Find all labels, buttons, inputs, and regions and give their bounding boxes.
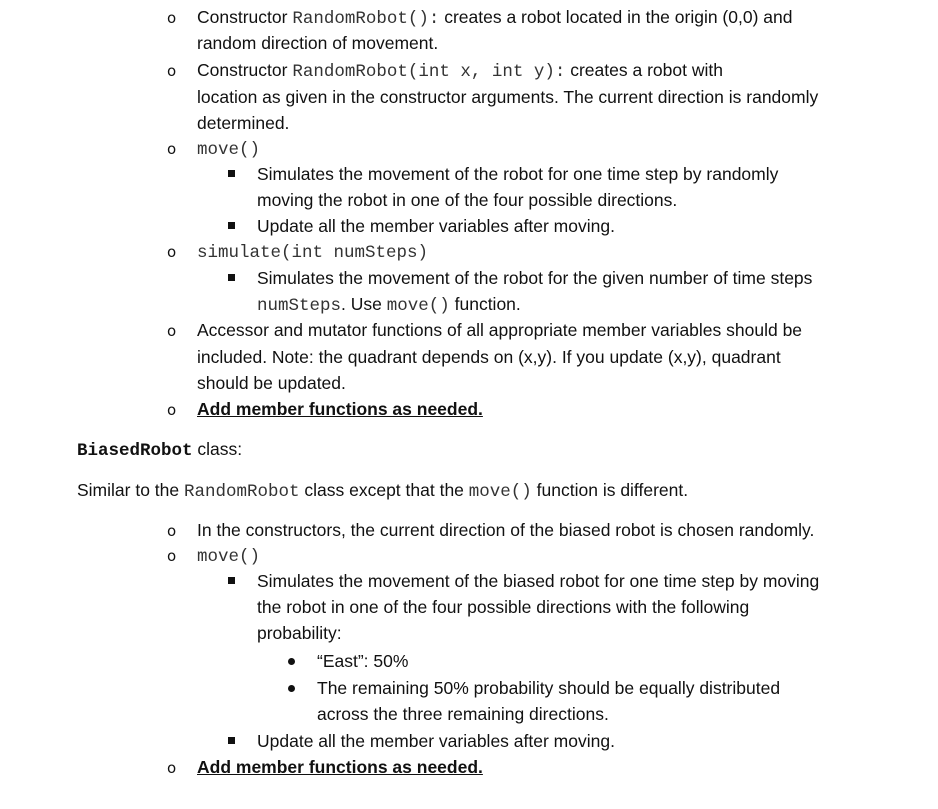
accessors-line-1: Accessor and mutator functions of all appropriate member variables should be [197,320,803,340]
ctor-default-line-2: random direction of movement. [197,33,439,53]
add-member-functions-1: Add member functions as needed. [197,399,483,419]
intro-end: function is different. [531,480,689,500]
square-bullet-icon [228,222,235,229]
accessors-line-2: included. Note: the quadrant depends on (x,y). If you update (x,y), quadrant [197,347,781,367]
simulate-sub-1-line-2 [257,291,521,319]
ctor-default-text: creates a robot located in the origin (0,0) and [439,7,793,27]
hollow-bullet-icon: o [167,759,177,777]
move-code: move() [197,140,261,160]
ctor-default-code: RandomRobot(): [292,9,440,29]
move-sub-1-line-1: Simulates the movement of the robot for one time step by randomly [257,164,779,184]
biased-move-sub-1-line-2: the robot in one of the four possible directions with the following [257,597,750,617]
biased-move-sub-1-line-3: probability: [257,623,342,643]
ctor-xy-line-1 [197,57,723,85]
round-bullet-icon [288,658,295,665]
ctor-default-line-1 [197,4,792,32]
biased-robot-heading [77,436,242,464]
square-bullet-icon [228,170,235,177]
move-ref-code: move() [386,296,450,316]
intro-randomrobot-code: RandomRobot [183,482,300,502]
hollow-bullet-icon: o [167,322,177,340]
hollow-bullet-icon: o [167,140,177,158]
square-bullet-icon [228,737,235,744]
hollow-bullet-icon: o [167,401,177,419]
move-sub-1-line-2: moving the robot in one of the four possible directions. [257,190,678,210]
accessors-line-3: should be updated. [197,373,346,393]
hollow-bullet-icon: o [167,243,177,261]
ctor-xy-prefix: Constructor [197,60,293,80]
simulate-function-text: function. [449,294,521,314]
biased-move-sub-1-line-1: Simulates the movement of the biased robot for one time step by moving [257,571,820,591]
move-sub-2: Update all the member variables after moving. [257,216,615,236]
intro-move-code: move() [468,482,532,502]
biased-ctor-note: In the constructors, the current direction of the biased robot is chosen randomly. [197,520,815,540]
ctor-xy-text: creates a robot with [565,60,723,80]
simulate-sub-1-line-1: Simulates the movement of the robot for the given number of time steps [257,268,813,288]
simulate-code: simulate(int numSteps) [197,243,429,263]
move-heading [197,135,260,163]
biased-robot-class-text: class: [192,439,243,459]
hollow-bullet-icon: o [167,9,177,27]
biased-move-sub-2: Update all the member variables after moving. [257,731,615,751]
square-bullet-icon [228,274,235,281]
ctor-xy-line-3: determined. [197,113,290,133]
biased-robot-code: BiasedRobot [77,441,193,461]
east-probability: “East”: 50% [317,651,409,671]
hollow-bullet-icon: o [167,547,177,565]
biased-move-code: move() [197,547,261,567]
biased-move-heading [197,542,260,570]
round-bullet-icon [288,685,295,692]
biased-robot-intro [77,477,688,505]
intro-mid: class except that the [299,480,469,500]
ctor-xy-code: RandomRobot(int x, int y): [292,62,566,82]
remaining-probability-line-1: The remaining 50% probability should be equally distributed [317,678,781,698]
square-bullet-icon [228,577,235,584]
intro-prefix: Similar to the [77,480,184,500]
numsteps-code: numSteps [257,296,342,316]
hollow-bullet-icon: o [167,62,177,80]
ctor-default-prefix: Constructor [197,7,293,27]
hollow-bullet-icon: o [167,522,177,540]
simulate-heading [197,238,428,266]
ctor-xy-line-2: location as given in the constructor arguments. The current direction is randomly [197,87,819,107]
add-member-functions-2: Add member functions as needed. [197,757,483,777]
simulate-use-text: . Use [341,294,387,314]
remaining-probability-line-2: across the three remaining directions. [317,704,609,724]
